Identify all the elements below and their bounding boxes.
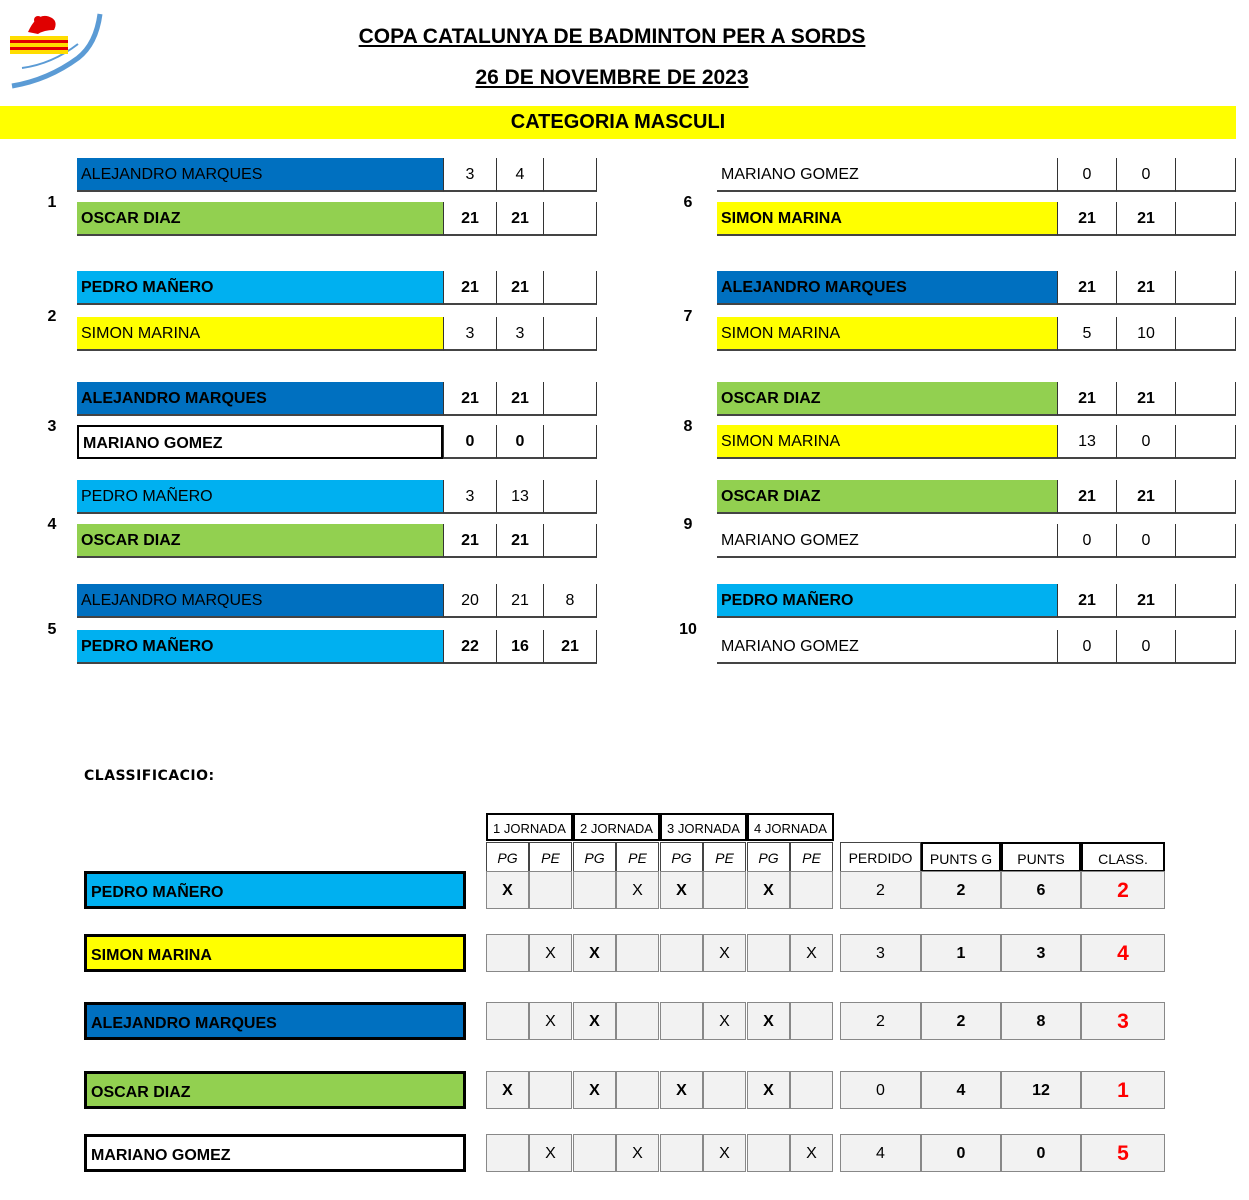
player-name: MARIANO GOMEZ [77,425,443,459]
result-mark: X [790,1134,833,1172]
set-score: 21 [1117,584,1176,618]
match-number: 6 [683,194,693,211]
result-mark: X [747,871,790,909]
set-score: 0 [1117,630,1176,664]
event-title: COPA CATALUNYA DE BADMINTON PER A SORDS [358,25,866,48]
set-score [1176,317,1236,351]
result-mark: X [747,1071,790,1109]
set-score: 10 [1117,317,1176,351]
set-score: 3 [497,317,544,351]
set-score: 0 [497,425,544,459]
player-name: OSCAR DIAZ [77,524,443,558]
result-mark: X [747,1002,790,1040]
result-mark: X [529,1134,572,1172]
player-name: PEDRO MAÑERO [77,271,443,305]
result-mark [747,934,790,972]
set-score [544,271,597,305]
player-name: OSCAR DIAZ [717,382,1057,416]
result-mark: X [703,1002,746,1040]
column-header: PUNTS G [921,842,1001,872]
set-score [544,202,597,236]
result-mark [747,1134,790,1172]
set-score: 21 [1117,202,1176,236]
class-value: 5 [1081,1134,1165,1172]
set-score: 8 [544,584,597,618]
result-mark [616,1002,659,1040]
column-header: PERDIDO [840,842,921,872]
pg-header: PG [486,842,529,872]
classification-title: CLASSIFICACIO: [84,768,215,784]
column-header: PUNTS [1001,842,1081,872]
category-bar: CATEGORIA MASCULI [0,106,1236,139]
jornada-header: 4 JORNADA [747,813,834,841]
column-header: CLASS. [1081,842,1165,872]
standing-player-name: OSCAR DIAZ [84,1071,466,1109]
result-mark [790,871,833,909]
match-number: 5 [47,621,57,638]
set-score [544,317,597,351]
result-mark: X [529,934,572,972]
standing-player-name: MARIANO GOMEZ [84,1134,466,1172]
set-score [1176,158,1236,192]
set-score: 13 [1057,425,1117,459]
perdido-value: 4 [840,1134,921,1172]
result-mark: X [790,934,833,972]
set-score: 21 [1117,480,1176,514]
result-mark [660,1002,703,1040]
pe-header: PE [529,842,572,872]
set-score: 21 [1057,202,1117,236]
match-number: 8 [683,417,693,435]
pg-header: PG [747,842,790,872]
set-score [1176,425,1236,459]
result-mark [573,1134,616,1172]
set-score: 21 [1057,584,1117,618]
match-number: 9 [683,516,693,533]
class-value: 4 [1081,934,1165,972]
result-mark [486,1134,529,1172]
set-score: 21 [443,382,497,416]
result-mark [703,871,746,909]
result-mark [529,871,572,909]
standing-player-name: PEDRO MAÑERO [84,871,466,909]
set-score [544,524,597,558]
set-score: 0 [1057,524,1117,558]
set-score: 21 [497,382,544,416]
result-mark [573,871,616,909]
set-score [1176,202,1236,236]
player-name: SIMON MARINA [77,317,443,351]
result-mark: X [616,871,659,909]
player-name: ALEJANDRO MARQUES [717,271,1057,305]
set-score [544,382,597,416]
set-score [1176,480,1236,514]
set-score: 13 [497,480,544,514]
set-score: 21 [497,524,544,558]
result-mark: X [573,1071,616,1109]
set-score [1176,524,1236,558]
pg-header: PG [660,842,703,872]
result-mark [703,1071,746,1109]
player-name: PEDRO MAÑERO [717,584,1057,618]
set-score: 21 [497,202,544,236]
punts-value: 0 [1001,1134,1081,1172]
set-score: 0 [1117,425,1176,459]
pe-header: PE [790,842,833,872]
set-score: 21 [1117,271,1176,305]
result-mark: X [660,871,703,909]
set-score: 21 [544,630,597,664]
player-name: SIMON MARINA [717,425,1057,459]
result-mark: X [573,934,616,972]
jornada-header: 3 JORNADA [660,813,747,841]
player-name: ALEJANDRO MARQUES [77,382,443,416]
match-number: 7 [683,308,693,325]
set-score: 21 [443,202,497,236]
player-name: ALEJANDRO MARQUES [77,158,443,192]
set-score: 3 [443,317,497,351]
pe-header: PE [703,842,746,872]
punts-value: 3 [1001,934,1081,972]
standing-player-name: SIMON MARINA [84,934,466,972]
punts-value: 6 [1001,871,1081,909]
set-score: 22 [443,630,497,664]
player-name: MARIANO GOMEZ [717,630,1057,664]
set-score [1176,382,1236,416]
match-number: 4 [47,516,57,533]
set-score: 21 [1117,382,1176,416]
player-name: OSCAR DIAZ [717,480,1057,514]
punts-g-value: 4 [921,1071,1001,1109]
punts-g-value: 2 [921,1002,1001,1040]
result-mark [486,1002,529,1040]
perdido-value: 3 [840,934,921,972]
set-score: 5 [1057,317,1117,351]
player-name: ALEJANDRO MARQUES [77,584,443,618]
set-score: 20 [443,584,497,618]
set-score: 0 [1117,524,1176,558]
standing-player-name: ALEJANDRO MARQUES [84,1002,466,1040]
player-name: SIMON MARINA [717,317,1057,351]
class-value: 1 [1081,1071,1165,1109]
result-mark [616,934,659,972]
set-score [1176,584,1236,618]
set-score: 21 [1057,271,1117,305]
pg-header: PG [573,842,616,872]
punts-value: 8 [1001,1002,1081,1040]
event-date: 26 DE NOVEMBRE DE 2023 [475,66,749,89]
perdido-value: 2 [840,1002,921,1040]
set-score: 21 [1057,382,1117,416]
player-name: OSCAR DIAZ [77,202,443,236]
result-mark: X [486,871,529,909]
set-score: 3 [443,480,497,514]
set-score: 21 [443,271,497,305]
set-score [544,158,597,192]
set-score [1176,271,1236,305]
result-mark [529,1071,572,1109]
result-mark [790,1002,833,1040]
punts-value: 12 [1001,1071,1081,1109]
result-mark [790,1071,833,1109]
result-mark [660,934,703,972]
set-score: 0 [1057,630,1117,664]
jornada-header: 2 JORNADA [573,813,660,841]
result-mark: X [703,1134,746,1172]
class-value: 3 [1081,1002,1165,1040]
player-name: PEDRO MAÑERO [77,630,443,664]
set-score: 0 [443,425,497,459]
jornada-header: 1 JORNADA [486,813,573,841]
set-score: 21 [497,584,544,618]
player-name: MARIANO GOMEZ [717,524,1057,558]
player-name: PEDRO MAÑERO [77,480,443,514]
match-number: 3 [47,417,57,435]
pe-header: PE [616,842,659,872]
set-score [544,480,597,514]
player-name: MARIANO GOMEZ [717,158,1057,192]
set-score: 4 [497,158,544,192]
set-score: 21 [1057,480,1117,514]
set-score: 21 [443,524,497,558]
result-mark: X [616,1134,659,1172]
set-score: 16 [497,630,544,664]
result-mark: X [660,1071,703,1109]
set-score [544,425,597,459]
punts-g-value: 0 [921,1134,1001,1172]
punts-g-value: 2 [921,871,1001,909]
set-score [1176,630,1236,664]
match-number: 1 [47,194,57,211]
player-name: SIMON MARINA [717,202,1057,236]
result-mark [660,1134,703,1172]
match-number: 2 [47,308,57,325]
set-score: 0 [1057,158,1117,192]
result-mark: X [529,1002,572,1040]
set-score: 21 [497,271,544,305]
perdido-value: 0 [840,1071,921,1109]
result-mark [486,934,529,972]
result-mark: X [703,934,746,972]
set-score: 0 [1117,158,1176,192]
perdido-value: 2 [840,871,921,909]
match-number: 10 [679,621,697,638]
class-value: 2 [1081,871,1165,909]
result-mark: X [573,1002,616,1040]
set-score: 3 [443,158,497,192]
result-mark [616,1071,659,1109]
punts-g-value: 1 [921,934,1001,972]
result-mark: X [486,1071,529,1109]
